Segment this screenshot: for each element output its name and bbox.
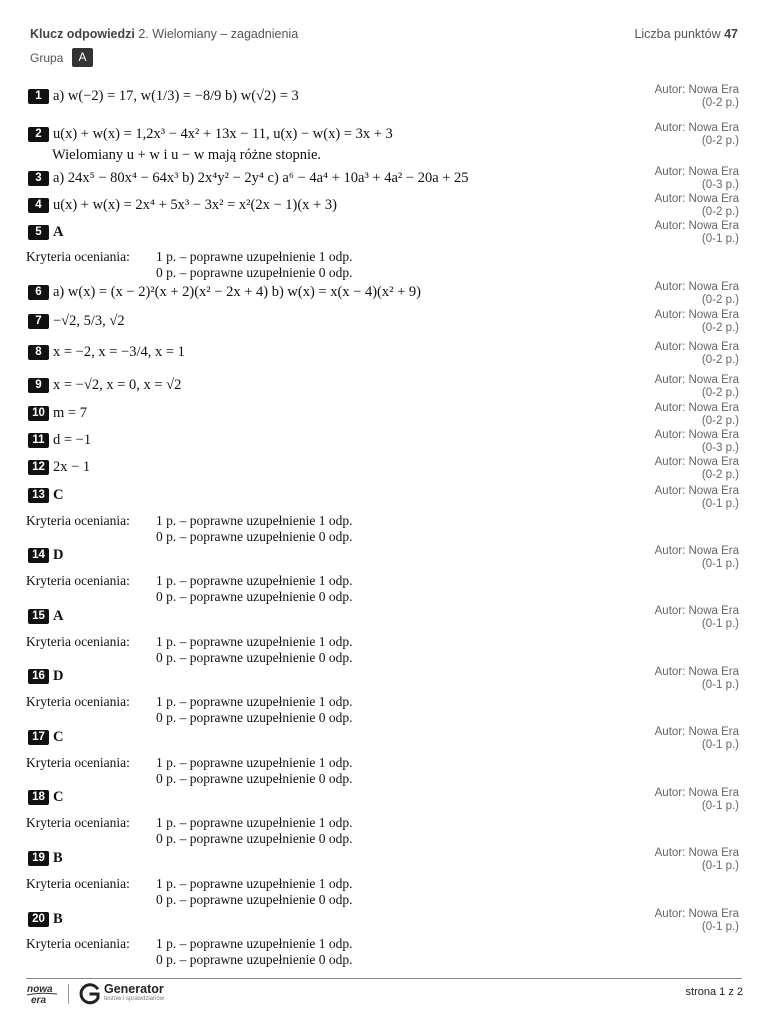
generator-brand bbox=[104, 983, 164, 1003]
task-number-badge: 19 bbox=[28, 851, 49, 866]
task-author-info bbox=[599, 605, 739, 631]
criteria-label: Kryteria oceniania: bbox=[26, 936, 130, 951]
author-label: Autor: Nowa Era bbox=[654, 402, 739, 414]
grading-criteria bbox=[26, 815, 353, 846]
author-label: Autor: Nowa Era bbox=[654, 309, 739, 321]
task-13-row bbox=[28, 487, 63, 509]
points-label: Liczba punktów bbox=[634, 27, 721, 41]
task-answer: a) 24x⁵ − 80x⁴ − 64x³ b) 2x⁴y² − 2y⁴ c) a⁶ − 4a⁴ + 10a³ + 4a² − 20a + 25 bbox=[53, 170, 469, 187]
task-answer: −√2, 5/3, √2 bbox=[53, 313, 125, 330]
criteria-label: Kryteria oceniania: bbox=[26, 634, 130, 649]
author-label: Autor: Nowa Era bbox=[654, 122, 739, 134]
generator-title: Generator bbox=[104, 982, 164, 996]
points-range: (0-2 p.) bbox=[701, 97, 739, 109]
task-20-row bbox=[28, 911, 63, 933]
page-header bbox=[30, 27, 738, 43]
task-author-info bbox=[599, 122, 739, 148]
task-7-row bbox=[28, 313, 125, 335]
author-label: Autor: Nowa Era bbox=[654, 374, 739, 386]
task-number-badge: 8 bbox=[28, 345, 49, 360]
task-9-row bbox=[28, 377, 181, 399]
task-number-badge: 17 bbox=[28, 730, 49, 745]
points-value: 47 bbox=[724, 27, 738, 41]
task-answer: C bbox=[53, 487, 64, 504]
task-answer: a) w(x) = (x − 2)²(x + 2)(x² − 2x + 4) b) w(x) = x(x − 4)(x² + 9) bbox=[53, 284, 421, 301]
chapter-title: 2. Wielomiany – zagadnienia bbox=[138, 27, 299, 41]
criteria-full-points: 1 p. – poprawne uzupełnienie 1 odp. bbox=[156, 694, 353, 709]
task-number-badge: 9 bbox=[28, 378, 49, 393]
grading-criteria bbox=[26, 634, 353, 665]
task-author-info bbox=[599, 456, 739, 482]
generator-subtitle: testów i sprawdzianów bbox=[104, 996, 165, 1002]
author-label: Autor: Nowa Era bbox=[654, 847, 739, 859]
grading-criteria bbox=[26, 876, 353, 907]
task-answer: x = −2, x = −3/4, x = 1 bbox=[53, 344, 185, 361]
criteria-full-points: 1 p. – poprawne uzupełnienie 1 odp. bbox=[156, 513, 353, 528]
task-number-badge: 10 bbox=[28, 406, 49, 421]
criteria-label: Kryteria oceniania: bbox=[26, 876, 130, 891]
points-range: (0-1 p.) bbox=[701, 739, 739, 751]
criteria-label: Kryteria oceniania: bbox=[26, 249, 130, 264]
criteria-label: Kryteria oceniania: bbox=[26, 513, 130, 528]
points-range: (0-2 p.) bbox=[701, 206, 739, 218]
footer-divider bbox=[26, 978, 742, 979]
generator-logo-icon bbox=[77, 982, 103, 1006]
task-number-badge: 12 bbox=[28, 460, 49, 475]
task-author-info bbox=[599, 84, 739, 110]
task-author-info bbox=[599, 374, 739, 400]
points-range: (0-1 p.) bbox=[701, 679, 739, 691]
author-label: Autor: Nowa Era bbox=[654, 726, 739, 738]
points-range: (0-2 p.) bbox=[701, 469, 739, 481]
criteria-label: Kryteria oceniania: bbox=[26, 755, 130, 770]
task-number-badge: 3 bbox=[28, 171, 49, 186]
author-label: Autor: Nowa Era bbox=[654, 166, 739, 178]
points-range: (0-1 p.) bbox=[701, 498, 739, 510]
criteria-zero-points: 0 p. – poprawne uzupełnienie 0 odp. bbox=[156, 650, 353, 665]
task-number-badge: 5 bbox=[28, 225, 49, 240]
task-number-badge: 18 bbox=[28, 790, 49, 805]
criteria-full-points: 1 p. – poprawne uzupełnienie 1 odp. bbox=[156, 755, 353, 770]
task-answer: a) w(−2) = 17, w(1/3) = −8/9 b) w(√2) = 3 bbox=[53, 88, 299, 105]
nowa-era-logo bbox=[26, 982, 60, 1006]
points-range: (0-2 p.) bbox=[701, 387, 739, 399]
task-1-row bbox=[28, 88, 299, 110]
task-answer: D bbox=[53, 668, 64, 685]
criteria-full-points: 1 p. – poprawne uzupełnienie 1 odp. bbox=[156, 634, 353, 649]
task-answer: x = −√2, x = 0, x = √2 bbox=[53, 377, 182, 394]
points-range: (0-3 p.) bbox=[701, 179, 739, 191]
task-answer-note: Wielomiany u + w i u − w mają różne stopnie. bbox=[52, 147, 322, 163]
task-author-info bbox=[599, 402, 739, 428]
task-number-badge: 15 bbox=[28, 609, 49, 624]
points-range: (0-2 p.) bbox=[701, 135, 739, 147]
task-8-row bbox=[28, 344, 185, 366]
task-answer: D bbox=[53, 547, 64, 564]
logo-era-text: era bbox=[31, 995, 47, 1006]
criteria-zero-points: 0 p. – poprawne uzupełnienie 0 odp. bbox=[156, 892, 353, 907]
task-answer: m = 7 bbox=[53, 405, 87, 422]
footer-separator bbox=[68, 984, 69, 1004]
task-answer: C bbox=[53, 789, 64, 806]
task-19-row bbox=[28, 850, 63, 872]
task-18-row bbox=[28, 789, 63, 811]
points-range: (0-1 p.) bbox=[701, 618, 739, 630]
task-author-info bbox=[599, 847, 739, 873]
points-range: (0-1 p.) bbox=[701, 860, 739, 872]
points-range: (0-2 p.) bbox=[701, 415, 739, 427]
criteria-zero-points: 0 p. – poprawne uzupełnienie 0 odp. bbox=[156, 589, 353, 604]
task-4-row bbox=[28, 197, 337, 219]
points-range: (0-1 p.) bbox=[701, 921, 739, 933]
author-label: Autor: Nowa Era bbox=[654, 908, 739, 920]
grading-criteria bbox=[26, 755, 353, 786]
criteria-label: Kryteria oceniania: bbox=[26, 573, 130, 588]
points-range: (0-2 p.) bbox=[701, 322, 739, 334]
grading-criteria bbox=[26, 573, 353, 604]
task-author-info bbox=[599, 666, 739, 692]
task-answer: u(x) + w(x) = 1,2x³ − 4x² + 13x − 11, u(x) − w(x) = 3x + 3 bbox=[53, 126, 393, 143]
task-5-row bbox=[28, 224, 63, 246]
points-range: (0-2 p.) bbox=[701, 294, 739, 306]
criteria-label: Kryteria oceniania: bbox=[26, 815, 130, 830]
grading-criteria bbox=[26, 936, 353, 967]
task-answer: A bbox=[53, 224, 64, 241]
points-range: (0-3 p.) bbox=[701, 442, 739, 454]
criteria-full-points: 1 p. – poprawne uzupełnienie 1 odp. bbox=[156, 573, 353, 588]
page-number: strona 1 z 2 bbox=[685, 986, 743, 998]
task-answer: C bbox=[53, 729, 64, 746]
criteria-zero-points: 0 p. – poprawne uzupełnienie 0 odp. bbox=[156, 831, 353, 846]
task-author-info bbox=[599, 726, 739, 752]
criteria-zero-points: 0 p. – poprawne uzupełnienie 0 odp. bbox=[156, 529, 353, 544]
author-label: Autor: Nowa Era bbox=[654, 456, 739, 468]
answer-key-title: Klucz odpowiedzi bbox=[30, 27, 135, 41]
criteria-zero-points: 0 p. – poprawne uzupełnienie 0 odp. bbox=[156, 771, 353, 786]
task-answer: d = −1 bbox=[53, 432, 92, 449]
task-number-badge: 16 bbox=[28, 669, 49, 684]
points-range: (0-1 p.) bbox=[701, 233, 739, 245]
criteria-full-points: 1 p. – poprawne uzupełnienie 1 odp. bbox=[156, 876, 353, 891]
points-range: (0-1 p.) bbox=[701, 558, 739, 570]
author-label: Autor: Nowa Era bbox=[654, 220, 739, 232]
task-author-info bbox=[599, 908, 739, 934]
task-2-row bbox=[28, 126, 393, 148]
task-author-info bbox=[599, 193, 739, 219]
task-number-badge: 6 bbox=[28, 285, 49, 300]
author-label: Autor: Nowa Era bbox=[654, 545, 739, 557]
author-label: Autor: Nowa Era bbox=[654, 485, 739, 497]
task-6-row bbox=[28, 284, 421, 306]
criteria-full-points: 1 p. – poprawne uzupełnienie 1 odp. bbox=[156, 249, 353, 264]
task-number-badge: 20 bbox=[28, 912, 49, 927]
task-number-badge: 1 bbox=[28, 89, 49, 104]
criteria-zero-points: 0 p. – poprawne uzupełnienie 0 odp. bbox=[156, 952, 353, 967]
task-answer: B bbox=[53, 850, 63, 867]
points-range: (0-2 p.) bbox=[701, 354, 739, 366]
task-number-badge: 7 bbox=[28, 314, 49, 329]
task-number-badge: 13 bbox=[28, 488, 49, 503]
grading-criteria bbox=[26, 694, 353, 725]
criteria-zero-points: 0 p. – poprawne uzupełnienie 0 odp. bbox=[156, 265, 353, 280]
task-12-row bbox=[28, 459, 90, 481]
author-label: Autor: Nowa Era bbox=[654, 787, 739, 799]
task-author-info bbox=[599, 545, 739, 571]
task-author-info bbox=[599, 220, 739, 246]
task-number-badge: 11 bbox=[28, 433, 49, 448]
grading-criteria bbox=[26, 249, 353, 280]
task-10-row bbox=[28, 405, 87, 427]
task-answer: B bbox=[53, 911, 63, 928]
task-author-info bbox=[599, 166, 739, 192]
criteria-zero-points: 0 p. – poprawne uzupełnienie 0 odp. bbox=[156, 710, 353, 725]
task-author-info bbox=[599, 341, 739, 367]
task-author-info bbox=[599, 485, 739, 511]
task-author-info bbox=[599, 429, 739, 455]
points-range: (0-1 p.) bbox=[701, 800, 739, 812]
task-15-row bbox=[28, 608, 63, 630]
criteria-full-points: 1 p. – poprawne uzupełnienie 1 odp. bbox=[156, 936, 353, 951]
criteria-full-points: 1 p. – poprawne uzupełnienie 1 odp. bbox=[156, 815, 353, 830]
grading-criteria bbox=[26, 513, 353, 544]
author-label: Autor: Nowa Era bbox=[654, 429, 739, 441]
author-label: Autor: Nowa Era bbox=[654, 341, 739, 353]
logo-nowa-text: nowa bbox=[27, 984, 53, 995]
task-17-row bbox=[28, 729, 63, 751]
task-number-badge: 4 bbox=[28, 198, 49, 213]
task-author-info bbox=[599, 281, 739, 307]
author-label: Autor: Nowa Era bbox=[654, 281, 739, 293]
task-3-row bbox=[28, 170, 469, 192]
task-14-row bbox=[28, 547, 63, 569]
author-label: Autor: Nowa Era bbox=[654, 84, 739, 96]
group-label: Grupa bbox=[30, 51, 64, 65]
task-answer: u(x) + w(x) = 2x⁴ + 5x³ − 3x² = x²(2x − 1)(x + 3) bbox=[53, 197, 337, 214]
criteria-label: Kryteria oceniania: bbox=[26, 694, 130, 709]
group-badge: A bbox=[72, 48, 93, 67]
task-answer: A bbox=[53, 608, 64, 625]
task-11-row bbox=[28, 432, 91, 454]
task-number-badge: 14 bbox=[28, 548, 49, 563]
task-author-info bbox=[599, 787, 739, 813]
author-label: Autor: Nowa Era bbox=[654, 666, 739, 678]
task-answer: 2x − 1 bbox=[53, 459, 91, 476]
task-author-info bbox=[599, 309, 739, 335]
task-16-row bbox=[28, 668, 63, 690]
author-label: Autor: Nowa Era bbox=[654, 193, 739, 205]
task-number-badge: 2 bbox=[28, 127, 49, 142]
author-label: Autor: Nowa Era bbox=[654, 605, 739, 617]
